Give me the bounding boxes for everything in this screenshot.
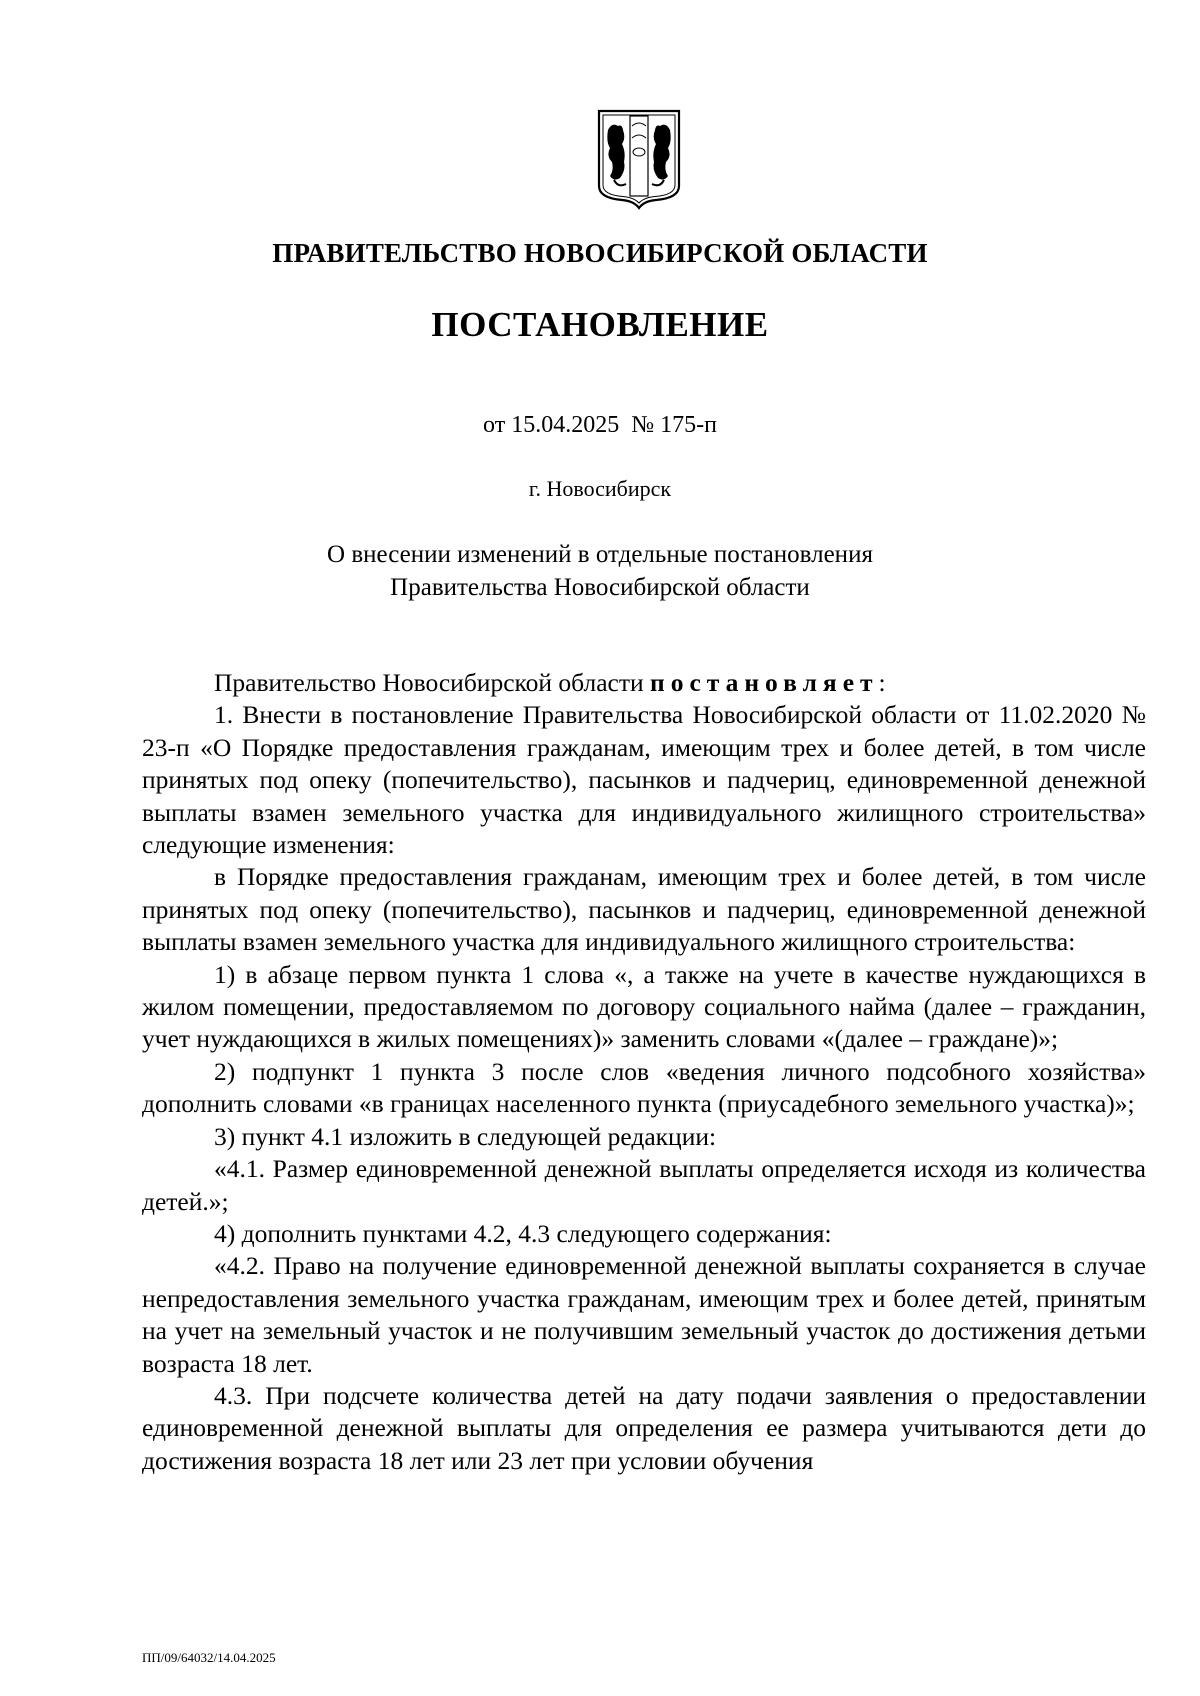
body-paragraph: 2) подпункт 1 пункта 3 после слов «ведения личного подсобного хозяйства» дополнить словами «в границах населенного пункта (приусадебного земельного участка)»; bbox=[142, 1056, 1146, 1119]
coat-of-arms-icon bbox=[596, 108, 682, 210]
subject-line-2: Правительства Новосибирской области bbox=[390, 574, 810, 601]
document-date-number: от 15.04.2025 № 175-п bbox=[483, 412, 717, 438]
body-paragraph: 4.3. При подсчете количества детей на дату подачи заявления о предоставлении единовременной денежной выплаты для определения ее размера учитываются дети до достижения возраста 18 лет или 23 лет при условии обучения bbox=[142, 1380, 1146, 1475]
body-paragraph: «4.1. Размер единовременной денежной выплаты определяется исходя из количества детей.»; bbox=[142, 1154, 1146, 1216]
body-paragraph: 1) в абзаце первом пункта 1 слова «, а также на учете в качестве нуждающихся в жилом помещении, предоставляемом по договору социального найма (далее – гражданин, учет нуждающихся в жилых помещениях)» заменить словами «(далее – граждане)»; bbox=[142, 959, 1146, 1054]
organization-title: ПРАВИТЕЛЬСТВО НОВОСИБИРСКОЙ ОБЛАСТИ bbox=[272, 238, 928, 268]
body-paragraph: 4) дополнить пунктами 4.2, 4.3 следующего содержания: bbox=[214, 1218, 832, 1248]
intro-paragraph bbox=[142, 667, 1146, 699]
document-type-heading: ПОСТАНОВЛЕНИЕ bbox=[431, 305, 769, 344]
document-city: г. Новосибирск bbox=[528, 476, 672, 501]
intro-emphasis: постановляет bbox=[650, 668, 879, 697]
body-paragraph: в Порядке предоставления гражданам, имеющим трех и более детей, в том числе принятых под опеку (попечительство), пасынков и падчериц, единовременной денежной выплаты взамен земельного участка для индивидуального жилищного строительства: bbox=[142, 862, 1146, 957]
document-subject bbox=[0, 538, 1200, 604]
intro-suffix: : bbox=[878, 668, 886, 697]
footer-document-code: ПП/09/64032/14.04.2025 bbox=[142, 1650, 276, 1665]
subject-line-1: О внесении изменений в отдельные постановления bbox=[327, 541, 873, 568]
body-paragraph: «4.2. Право на получение единовременной денежной выплаты сохраняется в случае непредоставления земельного участка гражданам, имеющим трех и более детей, принятым на учет на земельный участок и не получившим земельный участок до достижения детьми возраста 18 лет. bbox=[142, 1251, 1146, 1378]
body-paragraph: 1. Внести в постановление Правительства Новосибирской области от 11.02.2020 № 23-п «О Порядке предоставления гражданам, имеющим трех и более детей, в том числе принятых под опеку (попечительство), пасынков и падчериц, единовременной денежной выплаты взамен земельного участка для индивидуального жилищного строительства» следующие изменения: bbox=[142, 700, 1146, 860]
document-body bbox=[142, 667, 1146, 1477]
intro-prefix: Правительство Новосибирской области bbox=[214, 668, 650, 697]
body-paragraph: 3) пункт 4.1 изложить в следующей редакции: bbox=[214, 1121, 717, 1151]
